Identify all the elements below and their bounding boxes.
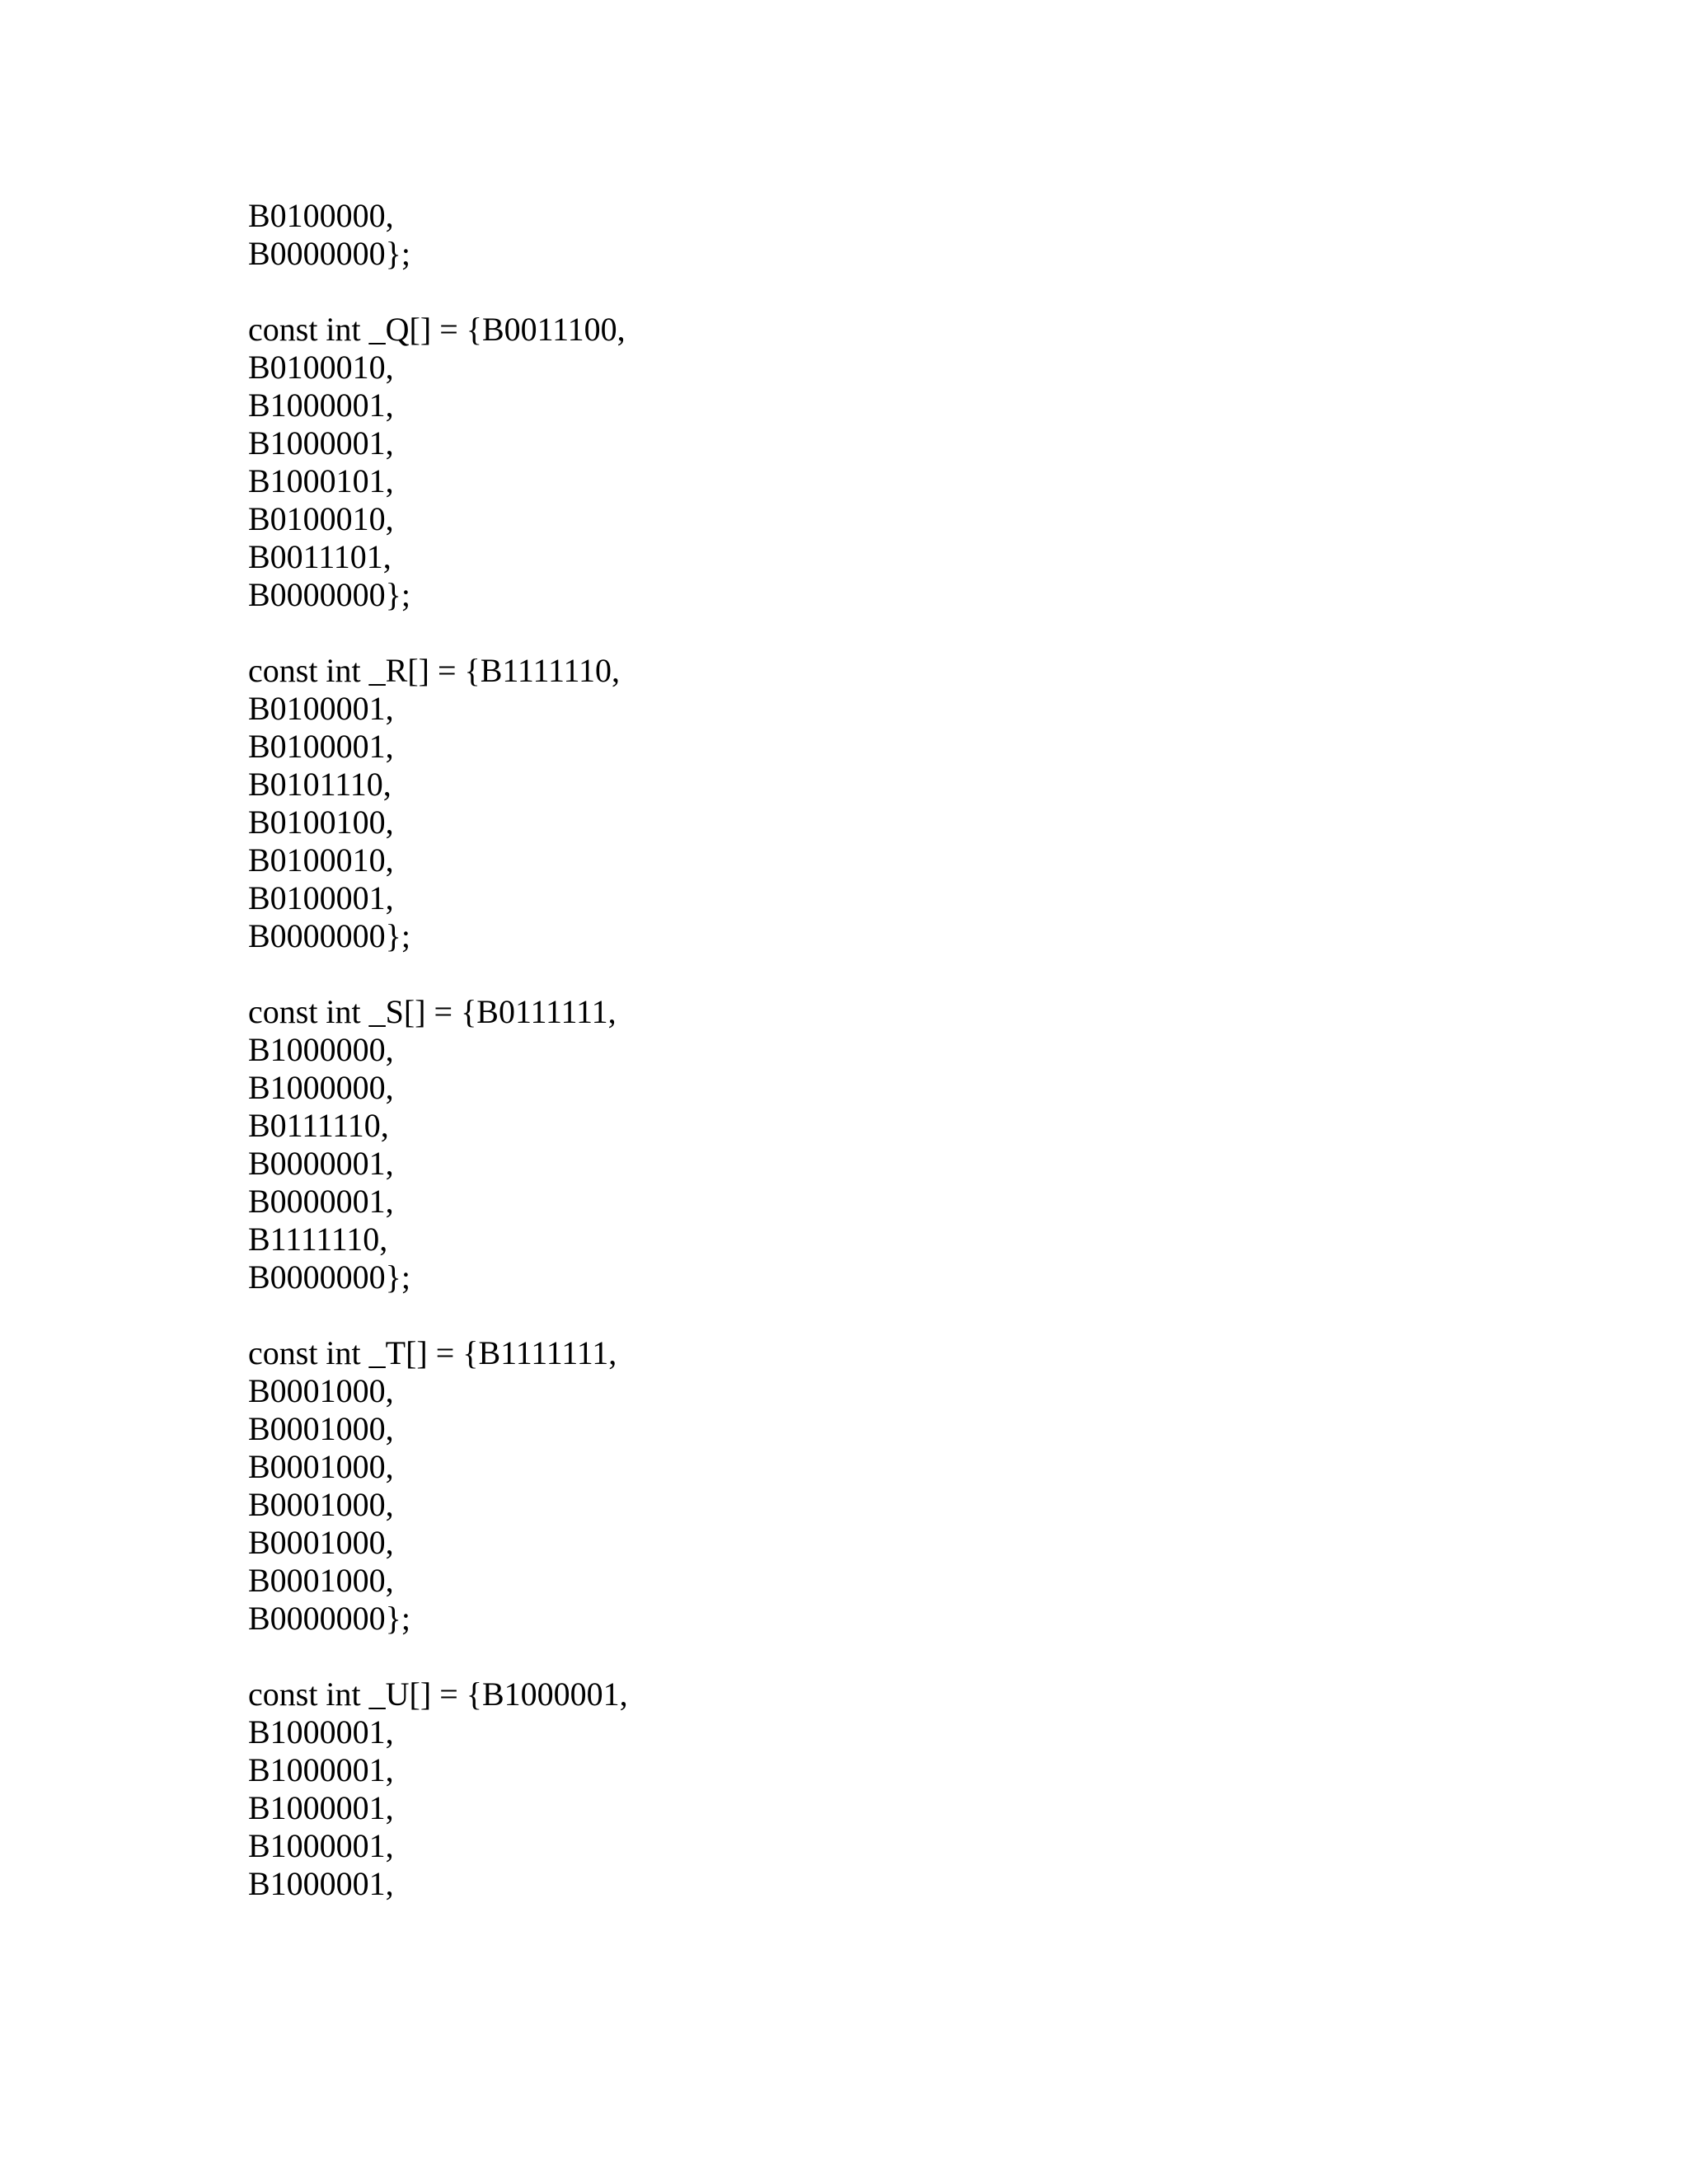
code-line: B1000000,: [248, 1069, 394, 1106]
blank-line: [248, 273, 1484, 311]
code-listing: [248, 197, 1484, 1903]
code-line: B0101110,: [248, 766, 392, 803]
code-line: B1000101,: [248, 462, 394, 499]
code-line: B0001000,: [248, 1486, 394, 1523]
code-line: B1000001,: [248, 1751, 394, 1788]
code-line: B0100010,: [248, 349, 394, 386]
code-line: B0001000,: [248, 1372, 394, 1409]
code-line: B1111110,: [248, 1221, 388, 1258]
array-declaration-u: const int _U[] = {B1000001,: [248, 1675, 628, 1713]
code-line: B1000001,: [248, 424, 394, 462]
code-line: B0000000};: [248, 917, 410, 954]
code-line: B0100010,: [248, 500, 394, 537]
code-line: B1000001,: [248, 387, 394, 424]
code-line: B0100010,: [248, 841, 394, 879]
code-line: B0001000,: [248, 1410, 394, 1447]
code-line: B1000001,: [248, 1713, 394, 1750]
code-line: B1000001,: [248, 1827, 394, 1864]
array-declaration-r: const int _R[] = {B1111110,: [248, 652, 620, 689]
code-line: B1000000,: [248, 1031, 394, 1068]
blank-line: [248, 1296, 1484, 1334]
code-line: B0000001,: [248, 1145, 394, 1182]
code-line: B0011101,: [248, 538, 392, 575]
code-line: B0001000,: [248, 1524, 394, 1561]
code-line: B0000000};: [248, 1258, 410, 1296]
array-declaration-q: const int _Q[] = {B0011100,: [248, 311, 626, 348]
code-line: B0000000};: [248, 1600, 410, 1637]
array-declaration-t: const int _T[] = {B1111111,: [248, 1334, 617, 1371]
code-line: B0100000,: [248, 197, 394, 234]
code-line: B0100001,: [248, 728, 394, 765]
code-line: B0111110,: [248, 1107, 389, 1144]
code-line: B0100100,: [248, 804, 394, 841]
code-line: B0000001,: [248, 1183, 394, 1220]
code-line: B0100001,: [248, 690, 394, 727]
code-line: B0000000};: [248, 576, 410, 613]
array-declaration-s: const int _S[] = {B0111111,: [248, 993, 617, 1030]
code-line: B0001000,: [248, 1562, 394, 1599]
code-line: B1000001,: [248, 1789, 394, 1826]
code-line: B0100001,: [248, 879, 394, 916]
code-line: B1000001,: [248, 1865, 394, 1902]
code-line: B0000000};: [248, 235, 410, 272]
blank-line: [248, 614, 1484, 652]
blank-line: [248, 1638, 1484, 1675]
blank-line: [248, 955, 1484, 993]
code-line: B0001000,: [248, 1448, 394, 1485]
